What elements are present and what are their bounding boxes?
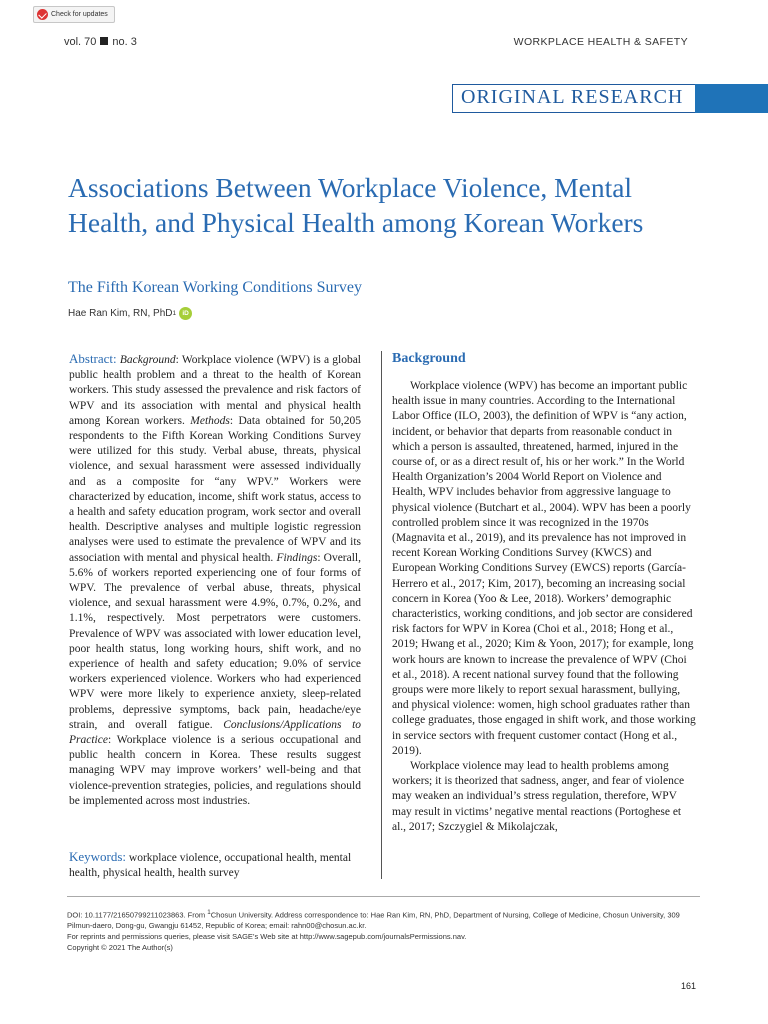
author-name: Hae Ran Kim, RN, PhD bbox=[68, 308, 173, 319]
abstract-conclusions-label: Conclusions/Applications to Practice bbox=[69, 718, 362, 747]
volume-issue bbox=[64, 36, 137, 48]
orcid-icon[interactable]: iD bbox=[179, 307, 192, 320]
abstract-findings-label: Findings bbox=[276, 551, 318, 564]
check-for-updates-button[interactable] bbox=[33, 6, 115, 23]
abstract-background-text: : Workplace violence (WPV) is a global public health problem and a threat to the health of Korean workers. This study assessed the prevalence and risk factors of WPV and its association with mental and physical health among Korean workers. bbox=[69, 354, 362, 427]
footer-notes bbox=[67, 908, 703, 954]
crossmark-icon bbox=[37, 9, 48, 20]
background-heading: Background bbox=[392, 351, 466, 366]
doi-line: DOI: 10.1177/21650799211023863. From $^1$Chosun University. Address correspondence to: Hae Ran Kim, RN, PhD, Department of Nursing, College of Medicine, Chosun University, 309 Pilmun-daero, Dong-gu, Gwangju 61452, Republic of Korea; email: rahn00@chosun.ac.kr. bbox=[67, 909, 680, 931]
copyright-line: Copyright © 2021 The Author(s) bbox=[67, 942, 173, 952]
background-paragraph: Workplace violence (WPV) has become an important public health issue in many countries. According to the International Labor Office (ILO, 2003), the definition of WPV is “any action, incident, or behavior that departs from reasonable conduct in which a person is assaulted, threatened, harmed, injured in the course of, or as a direct result of, his or her work.” In the World Health Organization’s 2004 World Report on Violence and Health, WPV includes behavior from aggressive language to physical violence (Butchart et al., 2004). WPV has been a poorly controlled problem since it was recognized in the 1970s (Magnavita et al., 2019), and its prevalence has not improved in recent Korean Working Conditions Survey (KWCS) and European Working Conditions Survey (EWCS) reports (García-Herrero et al., 2017; Kim, 2017), becoming an increasing social concern in Korea (Yoo & Lee, 2018). Workers’ demographic characteristics, working conditions, and job sector are considered risk factors for WPV in Korea (Choi et al., 2018; Hong et al., 2019; Hwang et al., 2020; Kim & Yoon, 2017); for example, long work hours are known to increase the prevalence of WPV (Choi et al., 2018). A recent national survey found that the following groups were more likely to report sexual harassment, bullying, and physical violence: women, high school graduates rather than college graduates, those engaged in shift work, and those working in service sectors with frequent customer contact (Hong et al., 2019). bbox=[392, 380, 696, 757]
keywords-text: workplace violence, occupational health, mental health, physical health, health survey bbox=[69, 852, 352, 880]
section-label-bar bbox=[695, 84, 768, 113]
article-subtitle: The Fifth Korean Working Conditions Survey bbox=[68, 279, 362, 296]
page-number: 161 bbox=[680, 981, 696, 991]
abstract-label: Abstract: bbox=[69, 351, 117, 366]
abstract-methods-label: Methods bbox=[190, 414, 230, 427]
abstract bbox=[69, 351, 361, 809]
article-title: Associations Between Workplace Violence, Mental Health, and Physical Health among Korean Workers bbox=[68, 172, 644, 238]
abstract-methods-text: : Data obtained for 50,205 respondents to the Fifth Korean Working Conditions Survey were utilized for this study. Verbal abuse, threats, physical violence, and sexual harassment were assessed individually and as a composite for “any WPV.” Workers were characterized by education, income, shift work status, access to a health and safety education program, work sector and overall health. Descriptive analyses and multiple logistic regression analyses were used to estimate the prevalence of WPV and its association with mental and physical health. bbox=[69, 414, 362, 564]
journal-name: WORKPLACE HEALTH & SAFETY bbox=[513, 36, 688, 48]
volume-label: vol. 70 bbox=[64, 36, 97, 48]
issue-label: no. 3 bbox=[112, 36, 137, 48]
abstract-conclusions-text: : Workplace violence is a serious occupational and public health concern in Korea. These results suggest managing WPV may improve workers’ well-being and that violence-prevention strategies, policies, and regulations should be implemented across most industries. bbox=[69, 734, 361, 807]
reprints-line[interactable]: For reprints and permissions queries, please visit SAGE’s Web site at http://www.sagepub.com/journalsPermissions.nav. bbox=[67, 932, 467, 942]
abstract-findings-text: : Overall, 5.6% of workers reported experiencing one of four forms of WPV. The prevalence of verbal abuse, threats, physical violence, and sexual harassment were 4.9%, 0.7%, 0.2%, and 1.1%, respectively. Most perpetrators were customers. Prevalence of WPV was associated with lower education level, poor health status, long working hours, shift work, and no experience of health and safety education; 9.0% of service workers experienced violence. Workers who had experienced WPV were more likely to experience anxiety, sleep-related problems, depressive symptoms, back pain, headache/eye strain, and overall fatigue. bbox=[69, 551, 361, 731]
section-label bbox=[452, 84, 768, 113]
author-affiliation-mark: 1 bbox=[172, 310, 177, 317]
check-updates-label: Check for updates bbox=[51, 11, 108, 18]
footnote-rule bbox=[67, 896, 700, 897]
background-section bbox=[392, 379, 696, 835]
keywords bbox=[69, 849, 361, 881]
author-line bbox=[68, 307, 192, 320]
keywords-label: Keywords: bbox=[69, 849, 127, 864]
section-label-text: ORIGINAL RESEARCH bbox=[461, 86, 684, 108]
separator-square-icon bbox=[100, 37, 108, 45]
column-divider bbox=[381, 351, 382, 879]
background-paragraph: Workplace violence may lead to health problems among workers; it is theorized that sadness, anger, and fear of violence may weaken an individual’s stress regulation, therefore, WPV may result in victims’ negative mental reactions (Portoghese et al., 2017; Szczygiel & Mikolajczak, bbox=[392, 760, 685, 833]
abstract-background-label: Background bbox=[119, 354, 176, 366]
